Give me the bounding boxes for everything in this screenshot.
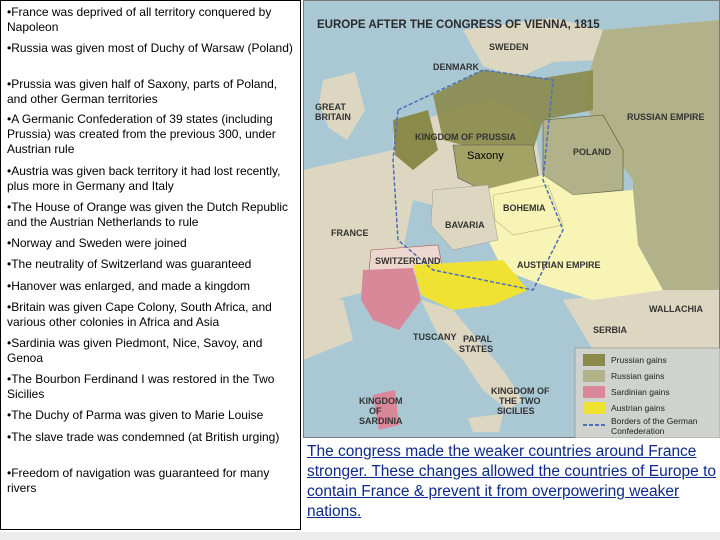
bullet-item: •Britain was given Cape Colony, South Africa, and various other colonies in Africa and Asia	[7, 300, 272, 329]
bullet-item: •A Germanic Confederation of 39 states (including Prussia) was created from the previous 300, under Austrian rule	[7, 112, 276, 156]
label-bohemia: BOHEMIA	[503, 203, 546, 213]
label-papal-states: STATES	[459, 344, 494, 354]
label-bavaria: BAVARIA	[445, 220, 485, 230]
bullet-item: •Norway and Sweden were joined	[7, 236, 187, 250]
legend-austrian: Austrian gains	[611, 403, 665, 413]
label-kingdom-prussia: KINGDOM OF PRUSSIA	[415, 132, 517, 142]
label-switzerland: SWITZERLAND	[375, 256, 441, 266]
label-denmark: DENMARK	[433, 62, 479, 72]
footer-strip	[0, 532, 720, 540]
legend-border: Confederation	[611, 426, 665, 436]
label-poland: POLAND	[573, 147, 611, 157]
europe-map	[303, 0, 720, 438]
label-sardinia: SARDINIA	[359, 416, 403, 426]
label-great-britain: GREAT	[315, 102, 346, 112]
map-title: EUROPE AFTER THE CONGRESS OF VIENNA, 1815	[317, 19, 600, 31]
bullet-item: •Russia was given most of Duchy of Warsaw (Poland)	[7, 41, 293, 55]
legend-border: Borders of the German	[611, 416, 698, 426]
label-serbia: SERBIA	[593, 325, 628, 335]
label-two-sicilies: SICILIES	[497, 406, 535, 416]
legend-swatch-austrian	[583, 402, 605, 414]
label-wallachia: WALLACHIA	[649, 304, 703, 314]
bullet-item: •The Duchy of Parma was given to Marie Louise	[7, 408, 264, 422]
label-tuscany: TUSCANY	[413, 332, 457, 342]
label-two-sicilies: THE TWO	[499, 396, 541, 406]
summary-caption: The congress made the weaker countries around France stronger. These changes allowed the countries of Europe to contain France & prevent it from overpowering weaker nations.	[307, 443, 717, 520]
label-sweden: SWEDEN	[489, 42, 529, 52]
legend-swatch-prussian	[583, 354, 605, 366]
bullet-item: •The slave trade was condemned (at British urging)	[7, 430, 280, 444]
legend-swatch-sardinian	[583, 386, 605, 398]
label-two-sicilies: KINGDOM OF	[491, 386, 550, 396]
legend-russian: Russian gains	[611, 371, 665, 381]
bullet-item: •Freedom of navigation was guaranteed for many rivers	[7, 466, 270, 495]
bullet-panel	[0, 0, 301, 530]
legend-sardinian: Sardinian gains	[611, 387, 670, 397]
legend-prussian: Prussian gains	[611, 355, 667, 365]
bullet-item: •The Bourbon Ferdinand I was restored in the Two Sicilies	[7, 372, 275, 401]
map-legend	[575, 348, 720, 438]
label-sardinia: OF	[369, 406, 382, 416]
label-saxony: Saxony	[467, 150, 504, 162]
label-papal-states: PAPAL	[463, 334, 493, 344]
label-france: FRANCE	[331, 228, 369, 238]
bullet-item: •Sardinia was given Piedmont, Nice, Savoy, and Genoa	[7, 336, 263, 365]
label-sardinia: KINGDOM	[359, 396, 403, 406]
label-austrian-empire: AUSTRIAN EMPIRE	[517, 260, 601, 270]
label-great-britain: BRITAIN	[315, 112, 351, 122]
bullet-item: •Hanover was enlarged, and made a kingdom	[7, 279, 251, 293]
bullet-item: •The neutrality of Switzerland was guaranteed	[7, 257, 252, 271]
bullet-item: •The House of Orange was given the Dutch Republic and the Austrian Netherlands to rule	[7, 200, 289, 229]
bullet-item: •France was deprived of all territory conquered by Napoleon	[7, 5, 272, 34]
bullet-item: •Prussia was given half of Saxony, parts of Poland, and other German territories	[7, 77, 278, 106]
legend-swatch-russian	[583, 370, 605, 382]
label-russian-empire: RUSSIAN EMPIRE	[627, 112, 705, 122]
bullet-item: •Austria was given back territory it had lost recently, plus more in Germany and Italy	[7, 164, 281, 193]
